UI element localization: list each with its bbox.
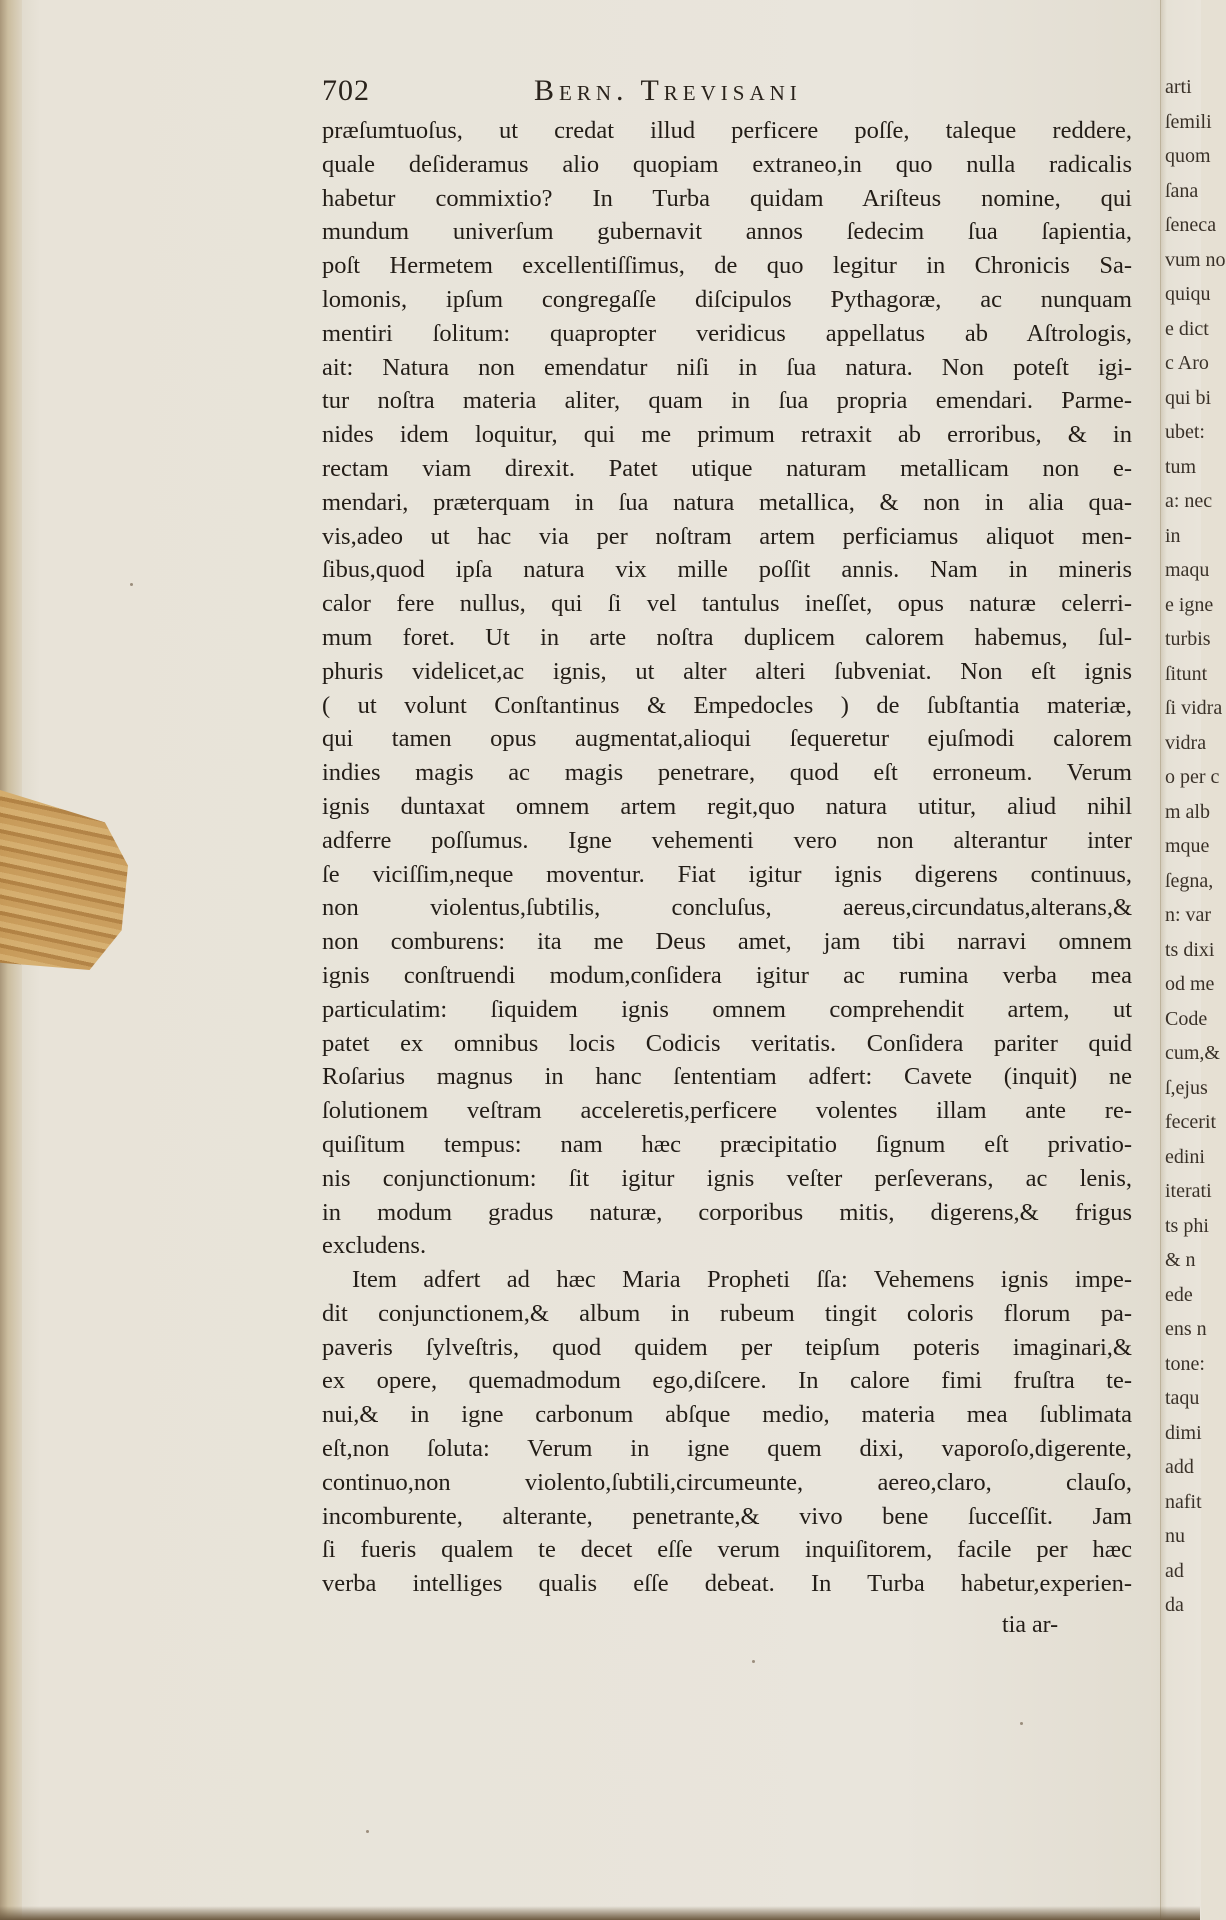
next-page-fragment: ts phi: [1165, 1214, 1209, 1237]
next-page-fragment: ubet:: [1165, 421, 1205, 443]
text-line: præſumtuoſus, ut credat illud perficere poſſe, taleque reddere,: [322, 117, 1132, 144]
next-page-fragment: n: var: [1165, 904, 1212, 926]
next-page-fragment: & n: [1165, 1249, 1196, 1271]
next-page-fragment: o per c: [1165, 766, 1220, 788]
text-line: dit conjunctionem,& album in rubeum tingit coloris florum pa-: [322, 1299, 1132, 1327]
text-line: patet ex omnibus locis Codicis veritatis. Conſidera pariter quid: [322, 1029, 1132, 1057]
next-page-fragment: m alb: [1165, 800, 1210, 823]
text-line: paveris ſylveſtris, quod quidem per teipſum poteris imaginari,&: [322, 1333, 1132, 1361]
page-bottom-edge: [0, 1906, 1200, 1920]
text-line: adferre poſſumus. Igne vehementi vero non alterantur inter: [322, 826, 1132, 854]
next-page-edge: [1160, 0, 1226, 1920]
next-page-fragment: nafit: [1165, 1490, 1202, 1513]
next-page-fragment: tone:: [1165, 1352, 1205, 1375]
text-line: habetur commixtio? In Turba quidam Ariſteus nomine, qui: [322, 184, 1132, 212]
next-page-fragment: ede: [1165, 1283, 1193, 1306]
text-line: nides idem loquitur, qui me primum retraxit ab erroribus, & in: [322, 421, 1132, 449]
text-line: nis conjunctionum: ſit igitur ignis veſter perſeverans, ac lenis,: [322, 1164, 1132, 1192]
next-page-fragments: [1165, 70, 1226, 1623]
text-line: calor fere nullus, qui ſi vel tantulus ineſſet, opus naturæ celerri-: [322, 590, 1132, 618]
text-line: rectam viam direxit. Patet utique naturam metallicam non e-: [322, 454, 1132, 482]
next-page-fragment: ts dixi: [1165, 938, 1215, 961]
text-line: vis,adeo ut hac via per noſtram artem perficiamus aliquot men-: [322, 522, 1132, 550]
body-text: [322, 114, 1132, 1601]
running-header: [322, 74, 1142, 114]
text-line: mundum univerſum gubernavit annos ſedecim ſua ſapientia,: [322, 218, 1132, 246]
text-line: tur noſtra materia aliter, quam in ſua propria emendari. Parme-: [322, 387, 1132, 415]
text-line: eſt,non ſoluta: Verum in igne quem dixi, vaporoſo,digerente,: [322, 1435, 1132, 1463]
next-page-fragment: a: nec: [1165, 490, 1213, 512]
text-line: mendari, præterquam in ſua natura metallica, & non in alia qua-: [322, 488, 1132, 516]
text-line: mentiri ſolitum: quapropter veridicus appellatus ab Aſtrologis,: [322, 319, 1132, 347]
next-page-fragment: add: [1165, 1456, 1194, 1478]
next-page-fragment: turbis: [1165, 628, 1211, 650]
next-page-fragment: ſemili: [1165, 110, 1212, 133]
next-page-fragment: in: [1165, 524, 1181, 547]
next-page-fragment: taqu: [1165, 1387, 1200, 1409]
next-page-fragment: mque: [1165, 835, 1210, 857]
text-line: ignis duntaxat omnem artem regit,quo natura utitur, aliud nihil: [322, 792, 1132, 820]
text-line: particulatim: ſiquidem ignis omnem comprehendit artem, ut: [322, 995, 1132, 1023]
text-line: mum foret. Ut in arte noſtra duplicem calorem habemus, ſul-: [322, 623, 1132, 651]
text-line: phuris videlicet,ac ignis, ut alter alteri ſubveniat. Non eſt ignis: [322, 657, 1132, 685]
text-line: continuo,non violento,ſubtili,circumeunte, aereo,claro, clauſo,: [322, 1468, 1132, 1496]
next-page-fragment: nu: [1165, 1525, 1185, 1547]
text-line: verba intelliges qualis eſſe debeat. In Turba habetur,experien-: [322, 1570, 1132, 1598]
next-page-fragment: vidra: [1165, 731, 1207, 754]
next-page-fragment: ens n: [1165, 1318, 1207, 1340]
text-line: ait: Natura non emendatur niſi in ſua natura. Non poteſt igi-: [322, 353, 1132, 381]
text-line: ſibus,quod ipſa natura vix mille poſſit annis. Nam in mineris: [322, 556, 1132, 584]
next-page-fragment: qui bi: [1165, 386, 1212, 409]
text-line: ( ut volunt Conſtantinus & Empedocles ) de ſubſtantia materiæ,: [322, 691, 1132, 719]
next-page-fragment: fecerit: [1165, 1111, 1217, 1133]
paper-speck: [1020, 1722, 1023, 1725]
next-page-fragment: iterati: [1165, 1180, 1212, 1202]
next-page-fragment: ſi vidra: [1165, 697, 1223, 719]
text-line: ſe viciſſim,neque moventur. Fiat igitur ignis digerens continuus,: [322, 860, 1132, 888]
next-page-fragment: da: [1165, 1594, 1184, 1616]
next-page-fragment: ſana: [1165, 179, 1199, 202]
text-line: quiſitum tempus: nam hæc præcipitatio ſignum eſt privatio-: [322, 1130, 1132, 1158]
next-page-fragment: ſeneca: [1165, 214, 1217, 236]
text-line: non violentus,ſubtilis, concluſus, aereus,circundatus,alterans,&: [322, 894, 1132, 922]
text-line: poſt Hermetem excellentiſſimus, de quo legitur in Chronicis Sa-: [322, 252, 1132, 280]
next-page-fragment: quiqu: [1165, 283, 1211, 305]
next-page-fragment: Code: [1165, 1007, 1208, 1030]
next-page-fragment: arti: [1165, 76, 1192, 98]
text-line: lomonis, ipſum congregaſſe diſcipulos Pythagoræ, ac nunquam: [322, 285, 1132, 313]
next-page-fragment: e dict: [1165, 317, 1209, 340]
text-line: Item adfert ad hæc Maria Propheti ſſa: Vehemens ignis impe-: [352, 1266, 1132, 1294]
text-line: in modum gradus naturæ, corporibus mitis, digerens,& frigus: [322, 1198, 1132, 1226]
paper-speck: [130, 583, 133, 586]
next-page-fragment: dimi: [1165, 1421, 1202, 1444]
next-page-fragment: ſegna,: [1165, 869, 1214, 892]
text-line: incomburente, alterante, penetrante,& vivo bene ſucceſſit. Jam: [322, 1502, 1132, 1530]
next-page-fragment: vum no: [1165, 248, 1226, 271]
paper-speck: [752, 1660, 755, 1663]
next-page-fragment: od me: [1165, 973, 1215, 995]
text-line: ſolutionem veſtram acceleretis,perficere volentes illam ante re-: [322, 1097, 1132, 1125]
text-line: non comburens: ita me Deus amet, jam tibi narravi omnem: [322, 928, 1132, 956]
paper-speck: [366, 1830, 369, 1833]
next-page-fragment: maqu: [1165, 559, 1210, 581]
text-line: ex opere, quemadmodum ego,diſcere. In calore fimi fruſtra te-: [322, 1367, 1132, 1395]
next-page-fragment: tum: [1165, 455, 1197, 478]
text-line: ignis conſtruendi modum,conſidera igitur ac rumina verba mea: [322, 961, 1132, 989]
text-line: nui,& in igne carbonum abſque medio, materia mea ſublimata: [322, 1401, 1132, 1429]
next-page-fragment: ſitunt: [1165, 662, 1208, 685]
text-line: indies magis ac magis penetrare, quod eſt erroneum. Verum: [322, 759, 1132, 787]
text-line: Roſarius magnus in hanc ſententiam adfert: Cavete (inquit) ne: [322, 1063, 1132, 1091]
next-page-fragment: cum,&: [1165, 1042, 1220, 1064]
page-number: 702: [322, 74, 370, 107]
text-line: quale deſideramus alio quopiam extraneo,in quo nulla radicalis: [322, 150, 1132, 178]
text-line: qui tamen opus augmentat,alioqui ſequeretur ejuſmodi calorem: [322, 725, 1132, 753]
next-page-fragment: quom: [1165, 145, 1211, 167]
next-page-fragment: edini: [1165, 1145, 1205, 1168]
text-line: ſi fueris qualem te decet eſſe verum inquiſitorem, facile per hæc: [322, 1536, 1132, 1564]
catchword: tia ar-: [1002, 1612, 1059, 1638]
text-line: excludens.: [322, 1232, 427, 1260]
next-page-fragment: ad: [1165, 1559, 1184, 1582]
next-page-fragment: ſ,ejus: [1165, 1076, 1208, 1099]
running-head: Bern. Trevisani: [534, 74, 802, 107]
next-page-fragment: e igne: [1165, 593, 1214, 616]
binding-tab: [0, 790, 128, 970]
next-page-fragment: c Aro: [1165, 352, 1209, 374]
